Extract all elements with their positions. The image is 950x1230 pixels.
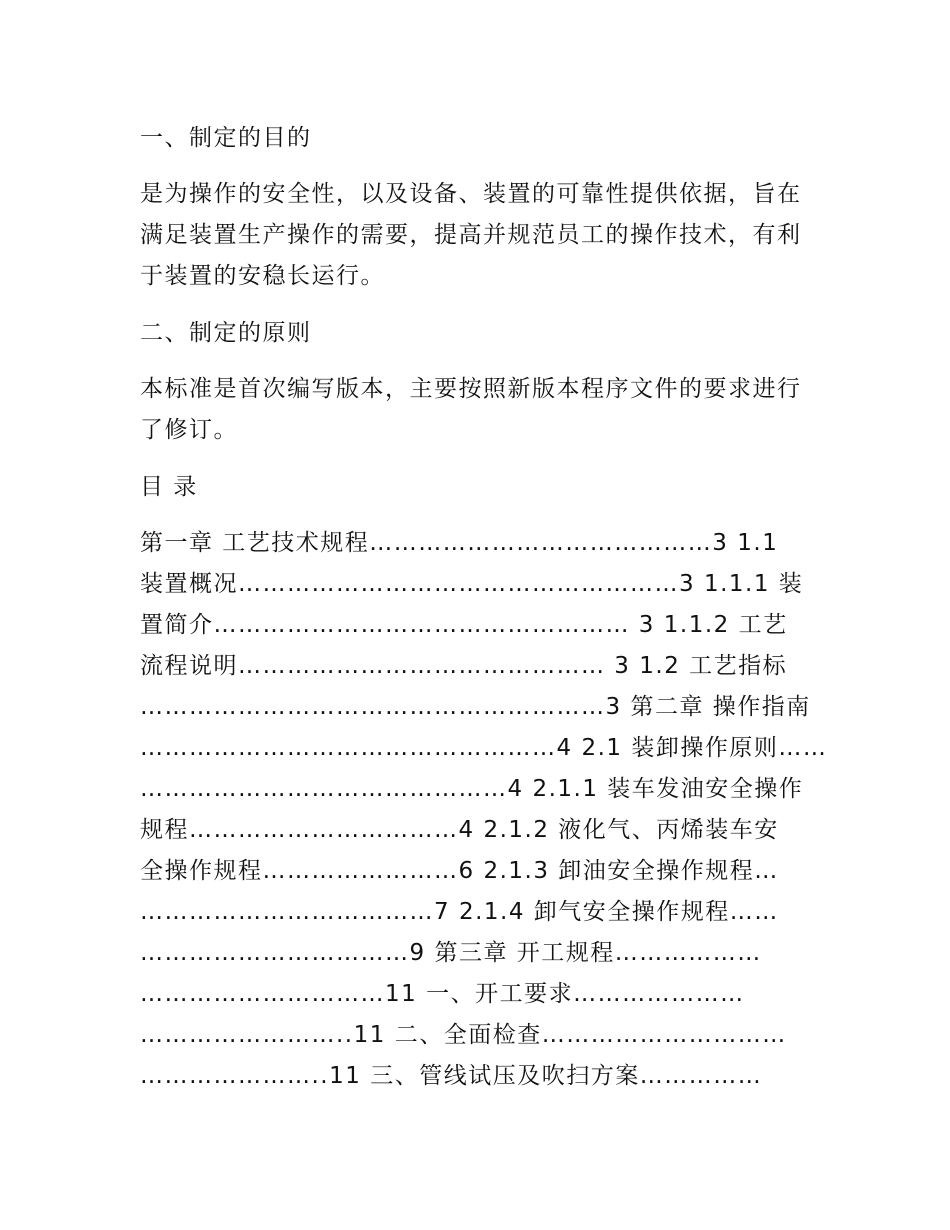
purpose-heading: 一、制定的目的 [140,125,312,151]
toc-line: 规程……………………………4 2.1.2 液化气、丙烯装车安 [140,817,779,843]
toc-line: …………………..11 三、管线试压及吹扫方案…………… [140,1063,763,1089]
principle-heading: 二、制定的原则 [140,320,312,346]
toc-line: 装置概况………………………………………………3 1.1.1 装 [140,571,804,597]
table-of-contents [140,523,828,1097]
toc-line: ……………………..11 二、全面检查………………………… [140,1022,787,1048]
toc-line: ………………………………………4 2.1.1 装车发油安全操作 [140,776,804,802]
toc-line: 流程说明……………………………………… 3 1.2 工艺指标 [140,653,788,679]
document-page [140,118,828,1097]
toc-line: 全操作规程……………………6 2.1.3 卸油安全操作规程… [140,858,779,884]
toc-line: ……………………………………………4 2.1 装卸操作原则…… [140,735,828,761]
toc-line: …………………………………………………3 第二章 操作指南 [140,694,811,720]
toc-line: …………………………11 一、开工要求………………… [140,981,745,1007]
toc-line: 第一章 工艺技术规程……………………………………3 1.1 [140,530,779,556]
toc-line: 置简介…………………………………………… 3 1.1.2 工艺 [140,612,788,638]
toc-line: ……………………………9 第三章 开工规程……………… [140,940,762,966]
toc-line: ………………………………7 2.1.4 卸气安全操作规程…… [140,899,779,925]
principle-paragraph: 本标准是首次编写版本，主要按照新版本程序文件的要求进行了修订。 [140,376,802,443]
toc-heading: 目 录 [140,474,198,500]
purpose-paragraph: 是为操作的安全性，以及设备、装置的可靠性提供依据，旨在满足装置生产操作的需要，提高并规范员工的操作技术，有利于装置的安稳长运行。 [140,181,802,289]
